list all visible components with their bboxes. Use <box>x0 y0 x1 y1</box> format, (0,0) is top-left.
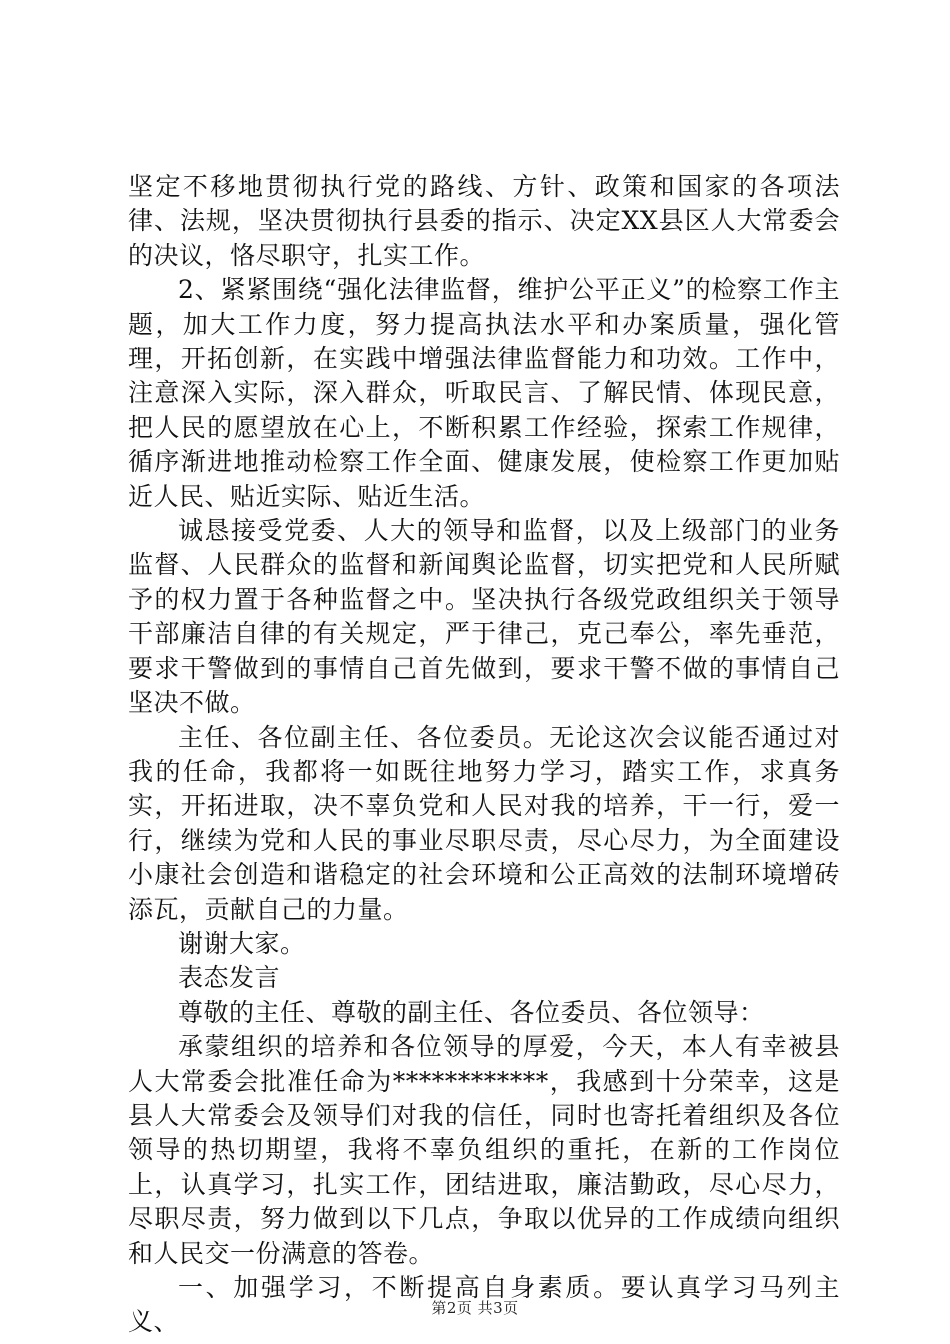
paragraph-continuation: 坚定不移地贯彻执行党的路线、方针、政策和国家的各项法律、法规，坚决贯彻执行县委的指示、决定XX县区人大常委会的决议，恪尽职守，扎实工作。 <box>128 172 840 270</box>
paragraph-appointment: 承蒙组织的培养和各位领导的厚爱，今天，本人有幸被县人大常委会批准任命为************，我感到十分荣幸，这是县人大常委会及领导们对我的信任，同时也寄托着组织及各位领导的热切期望，我将不辜负组织的重托，在新的工作岗位上，认真学习，扎实工作，团结进取，廉洁勤政，尽心尽力，尽职尽责，努力做到以下几点，争取以优异的工作成绩向组织和人民交一份满意的答卷。 <box>128 1032 840 1268</box>
salutation: 尊敬的主任、尊敬的副主任、各位委员、各位领导： <box>178 997 765 1027</box>
paragraph-point-one: 一、加强学习，不断提高自身素质。要认真学习马列主义、 <box>128 1273 840 1337</box>
document-body <box>128 170 840 1340</box>
section-title: 表态发言 <box>178 963 281 993</box>
paragraph-procuratorial-work: 2、紧紧围绕“强化法律监督，维护公平正义”的检察工作主题，加大工作力度，努力提高执法水平和办案质量，强化管理，开拓创新，在实践中增强法律监督能力和功效。工作中，注意深入实际，深入群众，听取民言、了解民情、体现民意，把人民的愿望放在心上，不断积累工作经验，探索工作规律，循序渐进地推动检察工作全面、健康发展，使检察工作更加贴近人民、贴近实际、贴近生活。 <box>128 275 840 511</box>
page-number-footer: 第2页 共3页 <box>431 1299 519 1317</box>
paragraph-thanks: 谢谢大家。 <box>178 928 306 958</box>
paragraph-commitment: 主任、各位副主任、各位委员。无论这次会议能否通过对我的任命，我都将一如既往地努力学习，踏实工作，求真务实，开拓进取，决不辜负党和人民对我的培养，干一行，爱一行，继续为党和人民的事业尽职尽责，尽心尽力，为全面建设小康社会创造和谐稳定的社会环境和公正高效的法制环境增砖添瓦，贡献自己的力量。 <box>128 722 840 924</box>
paragraph-supervision: 诚恳接受党委、人大的领导和监督，以及上级部门的业务监督、人民群众的监督和新闻舆论监督，切实把党和人民所赋予的权力置于各种监督之中。坚决执行各级党政组织关于领导干部廉洁自律的有关规定，严于律己，克己奉公，率先垂范，要求干警做到的事情自己首先做到，要求干警不做的事情自己坚决不做。 <box>128 516 840 718</box>
